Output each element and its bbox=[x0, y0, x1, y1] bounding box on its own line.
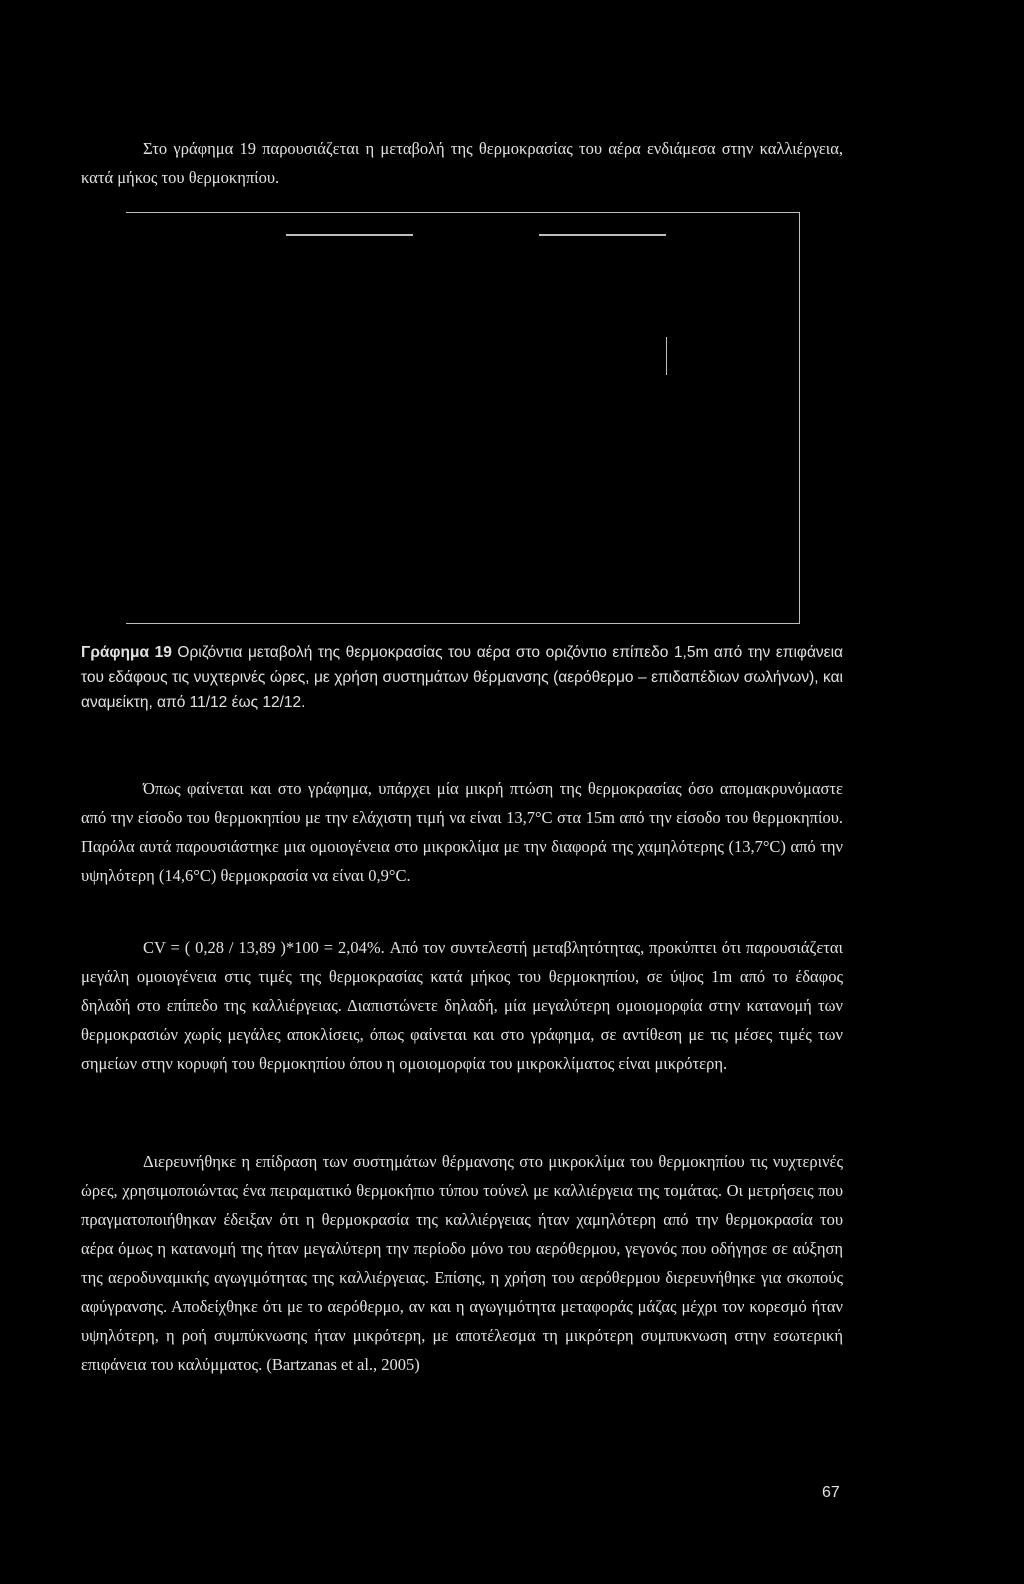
body-paragraph-1: Όπως φαίνεται και στο γράφημα, υπάρχει μία μικρή πτώση της θερμοκρασίας όσο απομακρυνόμαστε από την είσοδο του θερμοκηπίου με την ελάχιστη τιμή να είναι 13,7°C στα 15m από την είσοδο του θερμοκηπίου. Παρόλα αυτά παρουσιάστηκε μια ομοιογένεια στο μικροκλίμα με την διαφορά της χαμηλότερης (13,7°C) από την υψηλότερη (14,6°C) θερμοκρασία να είναι 0,9°C. bbox=[81, 779, 843, 885]
page-number: 67 bbox=[822, 1484, 840, 1501]
intro-paragraph: Στο γράφημα 19 παρουσιάζεται η μεταβολή της θερμοκρασίας του αέρα ενδιάμεσα στην καλλιέργεια, κατά μήκος του θερμοκηπίου. bbox=[81, 139, 843, 187]
body-paragraph-3: Διερευνήθηκε η επίδραση των συστημάτων θέρμανσης στο μικροκλίμα του θερμοκηπίου τις νυχτερινές ώρες, χρησιμοποιώντας ένα πειραματικό θερμοκήπιο τύπου τούνελ με καλλιέργεια της τομάτας. Οι μετρήσεις που πραγματοποιήθηκαν έδειξαν ότι η θερμοκρασία της καλλιέργειας ήταν χαμηλότερη από την θερμοκρασία του αέρα όμως η κατανομή της ήταν μεγαλύτερη την περίοδο μόνο του αερόθερμου, γεγονός που οδήγησε σε αύξηση της αεροδυναμικής αγωγιμότητας της καλλιέργειας. Επίσης, η χρήση του αερόθερμου διερευνήθηκε για σκοπούς αφύγρανσης. Αποδείχθηκε ότι με το αερόθερμο, αν και η αγωγιμότητα μεταφοράς μάζας μέχρι τον κορεσμό ήταν υψηλότερη, η ροή συμπύκνωσης ήταν μικρότερη, με αποτέλεσμα τη μικρότερη συμπυκνωση στην εσωτερική επιφάνεια του καλύμματος. (Bartzanas et al., 2005) bbox=[81, 1152, 843, 1374]
figure-frame-dash bbox=[539, 234, 666, 236]
figure-caption-label: Γράφημα 19 bbox=[81, 644, 172, 661]
figure-19-frame bbox=[126, 212, 800, 624]
figure-frame-tick bbox=[666, 337, 667, 375]
body-paragraph-2: CV = ( 0,28 / 13,89 )*100 = 2,04%. Από τον συντελεστή μεταβλητότητας, προκύπτει ότι παρουσιάζεται μεγάλη ομοιογένεια στις τιμές της θερμοκρασίας κατά μήκος του θερμοκηπίου, σε ύψος 1m από το έδαφος δηλαδή στο επίπεδο της καλλιέργειας. Διαπιστώνετε δηλαδή, μία μεγαλύτερη ομοιομορφία στην κατανομή των θερμοκρασιών χωρίς μεγάλες αποκλίσεις, όπως φαίνεται και στο γράφημα, σε αντίθεση με τις μέσες τιμές των σημείων στην κορυφή του θερμοκηπίου όπου η ομοιομορφία του μικροκλίματος είναι μικρότερη. bbox=[81, 938, 843, 1073]
figure-caption-text: Οριζόντια μεταβολή της θερμοκρασίας του αέρα στο οριζόντιο επίπεδο 1,5m από την επιφάνεια του εδάφους τις νυχτερινές ώρες, με χρήση συστημάτων θέρμανσης (αερόθερμο – επιδαπέδιων σωλήνων), και αναμείκτη, από 11/12 έως 12/12. bbox=[81, 644, 843, 711]
figure-caption bbox=[81, 640, 843, 715]
figure-frame-dash bbox=[286, 234, 413, 236]
